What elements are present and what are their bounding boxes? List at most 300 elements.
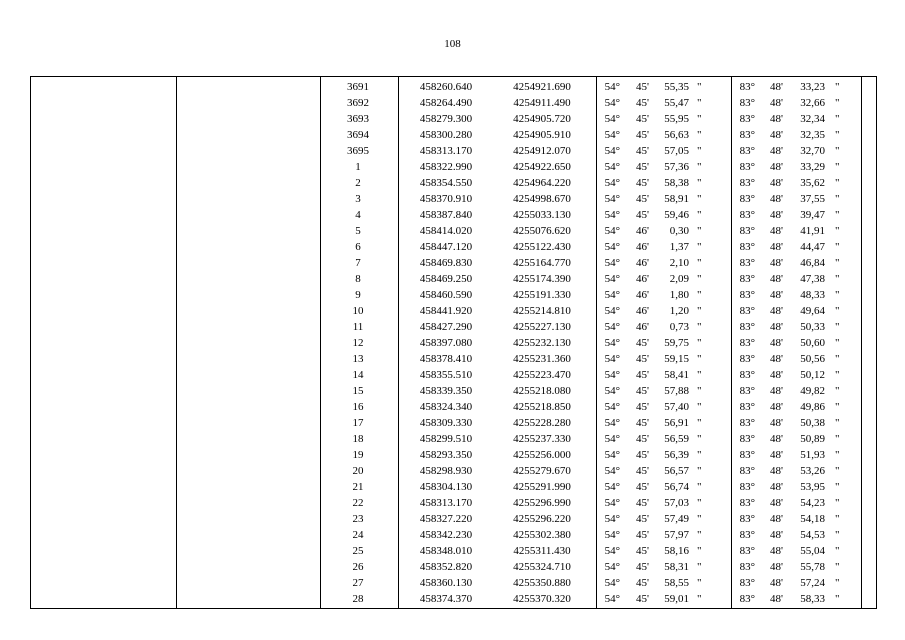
point-number: 14 (352, 369, 364, 381)
lon-minutes-value: 48 (770, 369, 782, 381)
lon-minutes (761, 383, 783, 399)
lon-seconds: 50,33 (800, 321, 825, 333)
lon-seconds-symbol: " (835, 449, 840, 461)
lat-minutes-unit: ' (647, 353, 649, 365)
lat-seconds: 56,74 (664, 481, 689, 493)
lon-seconds-symbol: " (835, 529, 840, 541)
lon-minutes (761, 431, 783, 447)
lat-seconds: 57,88 (664, 385, 689, 397)
lon-minutes-value: 48 (770, 257, 782, 269)
lon-degrees (733, 367, 755, 383)
point-number: 27 (352, 577, 364, 589)
lat-degrees (598, 575, 620, 591)
lon-degrees-value: 83 (739, 177, 751, 189)
table-row (31, 575, 876, 591)
lat-degrees-value: 54 (604, 97, 616, 109)
lat-degrees (598, 367, 620, 383)
lon-minutes (761, 95, 783, 111)
lon-minutes-unit: ' (781, 353, 783, 365)
lon-seconds: 54,53 (800, 529, 825, 541)
lon-degrees (733, 543, 755, 559)
lon-degrees (733, 431, 755, 447)
lon-degrees (733, 479, 755, 495)
lat-seconds: 58,55 (664, 577, 689, 589)
lat-minutes (627, 175, 649, 191)
lon-degrees (733, 559, 755, 575)
lon-seconds-symbol: " (835, 145, 840, 157)
x-coordinate: 458327.220 (419, 513, 473, 525)
lat-seconds-symbol: " (697, 481, 702, 493)
lat-minutes-unit: ' (647, 241, 649, 253)
lon-seconds-symbol: " (835, 417, 840, 429)
lat-minutes-value: 45 (636, 161, 648, 173)
lat-minutes-unit: ' (647, 513, 649, 525)
lon-seconds-symbol: " (835, 513, 840, 525)
lon-degrees-value: 83 (739, 193, 751, 205)
lon-minutes (761, 415, 783, 431)
x-coordinate: 458460.590 (419, 289, 473, 301)
lon-degrees-value: 83 (739, 529, 751, 541)
lat-minutes (627, 143, 649, 159)
x-coordinate: 458324.340 (419, 401, 473, 413)
lon-degrees-unit: ° (750, 353, 755, 365)
lon-degrees (733, 399, 755, 415)
lon-seconds: 46,84 (800, 257, 825, 269)
lon-minutes-unit: ' (781, 113, 783, 125)
lat-degrees (598, 527, 620, 543)
lat-seconds: 57,03 (664, 497, 689, 509)
lat-degrees-value: 54 (604, 321, 616, 333)
lat-seconds-symbol: " (697, 161, 702, 173)
table-row (31, 271, 876, 287)
lon-minutes (761, 159, 783, 175)
y-coordinate: 4254998.670 (513, 193, 571, 205)
lat-minutes-unit: ' (647, 369, 649, 381)
lon-degrees-unit: ° (750, 481, 755, 493)
y-coordinate: 4255122.430 (513, 241, 571, 253)
lat-minutes-unit: ' (647, 161, 649, 173)
lon-degrees-unit: ° (750, 417, 755, 429)
point-number: 13 (352, 353, 364, 365)
lon-degrees (733, 143, 755, 159)
lon-degrees-value: 83 (739, 337, 751, 349)
lon-minutes-value: 48 (770, 113, 782, 125)
lon-degrees-value: 83 (739, 449, 751, 461)
lon-minutes-value: 48 (770, 353, 782, 365)
lat-degrees (598, 79, 620, 95)
lat-degrees-unit: ° (615, 337, 620, 349)
lon-minutes (761, 543, 783, 559)
lon-minutes-value: 48 (770, 177, 782, 189)
lon-minutes-value: 48 (770, 273, 782, 285)
lat-minutes-value: 46 (636, 289, 648, 301)
lon-minutes-value: 48 (770, 385, 782, 397)
table-row (31, 207, 876, 223)
x-coordinate: 458313.170 (419, 497, 473, 509)
lon-degrees (733, 383, 755, 399)
lat-degrees-value: 54 (604, 113, 616, 125)
point-number: 5 (355, 225, 361, 237)
lon-degrees-unit: ° (750, 321, 755, 333)
lon-degrees (733, 271, 755, 287)
lat-seconds-symbol: " (697, 305, 702, 317)
lat-degrees-value: 54 (604, 497, 616, 509)
lon-minutes-value: 48 (770, 449, 782, 461)
lat-seconds: 0,30 (669, 225, 689, 237)
table-row (31, 351, 876, 367)
lon-seconds: 50,38 (800, 417, 825, 429)
lon-minutes-value: 48 (770, 321, 782, 333)
lon-degrees-unit: ° (750, 145, 755, 157)
table-row (31, 175, 876, 191)
lat-degrees (598, 143, 620, 159)
y-coordinate: 4255223.470 (513, 369, 571, 381)
lat-minutes-value: 46 (636, 305, 648, 317)
table-row (31, 159, 876, 175)
lon-degrees (733, 511, 755, 527)
lon-seconds: 51,93 (800, 449, 825, 461)
point-number: 19 (352, 449, 364, 461)
y-coordinate: 4255214.810 (513, 305, 571, 317)
lon-minutes (761, 127, 783, 143)
y-coordinate: 4255164.770 (513, 257, 571, 269)
lat-degrees-unit: ° (615, 225, 620, 237)
x-coordinate: 458352.820 (419, 561, 473, 573)
lon-minutes-value: 48 (770, 241, 782, 253)
lat-minutes-unit: ' (647, 273, 649, 285)
point-number: 8 (355, 273, 361, 285)
lat-degrees-unit: ° (615, 369, 620, 381)
lat-degrees (598, 239, 620, 255)
y-coordinate: 4255231.360 (513, 353, 571, 365)
y-coordinate: 4255291.990 (513, 481, 571, 493)
lat-minutes-unit: ' (647, 337, 649, 349)
point-number: 2 (355, 177, 361, 189)
lat-minutes-unit: ' (647, 433, 649, 445)
lon-minutes (761, 335, 783, 351)
lon-minutes-value: 48 (770, 529, 782, 541)
lon-degrees (733, 447, 755, 463)
lat-degrees-unit: ° (615, 161, 620, 173)
lat-degrees (598, 111, 620, 127)
lat-seconds: 58,91 (664, 193, 689, 205)
y-coordinate: 4255279.670 (513, 465, 571, 477)
lon-seconds-symbol: " (835, 97, 840, 109)
lat-degrees-value: 54 (604, 289, 616, 301)
lon-degrees-value: 83 (739, 545, 751, 557)
lat-minutes-value: 45 (636, 433, 648, 445)
x-coordinate: 458397.080 (419, 337, 473, 349)
lon-minutes-value: 48 (770, 561, 782, 573)
lat-minutes (627, 367, 649, 383)
point-number: 6 (355, 241, 361, 253)
lat-minutes-value: 45 (636, 561, 648, 573)
lat-seconds-symbol: " (697, 209, 702, 221)
lon-degrees-value: 83 (739, 561, 751, 573)
lat-minutes-value: 45 (636, 417, 648, 429)
y-coordinate: 4254911.490 (513, 97, 571, 109)
lon-minutes-value: 48 (770, 145, 782, 157)
lon-degrees-value: 83 (739, 113, 751, 125)
lat-minutes-value: 45 (636, 593, 648, 605)
lon-degrees-value: 83 (739, 433, 751, 445)
lat-minutes-unit: ' (647, 145, 649, 157)
lat-degrees-value: 54 (604, 129, 616, 141)
lon-degrees (733, 575, 755, 591)
lat-seconds: 57,40 (664, 401, 689, 413)
lat-seconds: 56,59 (664, 433, 689, 445)
x-coordinate: 458360.130 (419, 577, 473, 589)
lat-degrees-value: 54 (604, 561, 616, 573)
x-coordinate: 458300.280 (419, 129, 473, 141)
lon-minutes (761, 271, 783, 287)
point-number: 18 (352, 433, 364, 445)
lat-degrees-unit: ° (615, 305, 620, 317)
lat-seconds: 56,91 (664, 417, 689, 429)
lon-degrees-unit: ° (750, 81, 755, 93)
lat-degrees (598, 447, 620, 463)
lat-degrees-value: 54 (604, 385, 616, 397)
lat-minutes (627, 479, 649, 495)
lat-degrees-unit: ° (615, 289, 620, 301)
lon-degrees-unit: ° (750, 193, 755, 205)
lon-degrees-unit: ° (750, 337, 755, 349)
lon-minutes-unit: ' (781, 257, 783, 269)
lon-degrees (733, 463, 755, 479)
lon-minutes (761, 527, 783, 543)
lat-degrees (598, 495, 620, 511)
point-number: 25 (352, 545, 364, 557)
lat-degrees-value: 54 (604, 465, 616, 477)
lon-degrees-unit: ° (750, 593, 755, 605)
lon-seconds: 50,60 (800, 337, 825, 349)
table-row (31, 191, 876, 207)
x-coordinate: 458298.930 (419, 465, 473, 477)
lon-degrees (733, 207, 755, 223)
x-coordinate: 458374.370 (419, 593, 473, 605)
x-coordinate: 458469.250 (419, 273, 473, 285)
lon-minutes-value: 48 (770, 97, 782, 109)
lon-degrees-value: 83 (739, 129, 751, 141)
x-coordinate: 458354.550 (419, 177, 473, 189)
lat-minutes (627, 159, 649, 175)
lon-degrees-unit: ° (750, 97, 755, 109)
lon-seconds: 32,34 (800, 113, 825, 125)
lon-seconds: 50,56 (800, 353, 825, 365)
lon-minutes (761, 575, 783, 591)
lat-minutes-unit: ' (647, 177, 649, 189)
lon-minutes-unit: ' (781, 289, 783, 301)
table-row (31, 335, 876, 351)
lon-degrees-value: 83 (739, 145, 751, 157)
lat-minutes-unit: ' (647, 305, 649, 317)
x-coordinate: 458427.290 (419, 321, 473, 333)
table-row (31, 591, 876, 607)
lat-seconds: 59,15 (664, 353, 689, 365)
lat-seconds: 57,49 (664, 513, 689, 525)
lon-minutes-unit: ' (781, 225, 783, 237)
lat-minutes (627, 431, 649, 447)
lon-minutes (761, 175, 783, 191)
lat-minutes (627, 287, 649, 303)
lat-degrees-value: 54 (604, 481, 616, 493)
lat-minutes (627, 559, 649, 575)
x-coordinate: 458339.350 (419, 385, 473, 397)
lon-degrees-value: 83 (739, 465, 751, 477)
lat-degrees (598, 175, 620, 191)
x-coordinate: 458378.410 (419, 353, 473, 365)
lat-minutes-value: 45 (636, 577, 648, 589)
lat-seconds-symbol: " (697, 129, 702, 141)
lat-seconds-symbol: " (697, 81, 702, 93)
lat-degrees-value: 54 (604, 193, 616, 205)
lat-minutes-unit: ' (647, 577, 649, 589)
table-row (31, 383, 876, 399)
lon-minutes (761, 463, 783, 479)
lon-degrees (733, 111, 755, 127)
point-number: 24 (352, 529, 364, 541)
lat-minutes-unit: ' (647, 97, 649, 109)
lon-seconds-symbol: " (835, 481, 840, 493)
table-row (31, 143, 876, 159)
lon-minutes-value: 48 (770, 337, 782, 349)
x-coordinate: 458355.510 (419, 369, 473, 381)
lon-minutes-unit: ' (781, 401, 783, 413)
lon-seconds: 54,23 (800, 497, 825, 509)
lon-minutes-value: 48 (770, 465, 782, 477)
lon-seconds: 32,70 (800, 145, 825, 157)
lon-degrees (733, 95, 755, 111)
lon-minutes (761, 111, 783, 127)
lat-seconds: 57,05 (664, 145, 689, 157)
point-number: 28 (352, 593, 364, 605)
lon-minutes (761, 495, 783, 511)
lon-minutes-value: 48 (770, 577, 782, 589)
lat-minutes (627, 207, 649, 223)
lon-degrees-unit: ° (750, 209, 755, 221)
lat-degrees-value: 54 (604, 241, 616, 253)
lon-seconds-symbol: " (835, 273, 840, 285)
lat-seconds: 56,63 (664, 129, 689, 141)
lat-minutes-value: 45 (636, 177, 648, 189)
lon-degrees-value: 83 (739, 289, 751, 301)
lon-degrees-value: 83 (739, 209, 751, 221)
point-number: 4 (355, 209, 361, 221)
lat-minutes (627, 591, 649, 607)
lat-degrees-value: 54 (604, 257, 616, 269)
lon-degrees-unit: ° (750, 129, 755, 141)
lon-degrees-value: 83 (739, 353, 751, 365)
lon-seconds: 48,33 (800, 289, 825, 301)
lon-degrees-value: 83 (739, 497, 751, 509)
lat-minutes-unit: ' (647, 545, 649, 557)
lat-minutes (627, 463, 649, 479)
lat-degrees-unit: ° (615, 417, 620, 429)
table-row (31, 127, 876, 143)
lon-minutes (761, 447, 783, 463)
y-coordinate: 4254912.070 (513, 145, 571, 157)
lon-seconds-symbol: " (835, 465, 840, 477)
lat-minutes-unit: ' (647, 289, 649, 301)
lon-seconds: 49,86 (800, 401, 825, 413)
lat-degrees-value: 54 (604, 513, 616, 525)
lat-degrees (598, 191, 620, 207)
lon-minutes-unit: ' (781, 193, 783, 205)
lon-degrees-value: 83 (739, 161, 751, 173)
lon-minutes-unit: ' (781, 417, 783, 429)
lat-minutes-value: 45 (636, 193, 648, 205)
lat-degrees-unit: ° (615, 529, 620, 541)
point-number: 11 (352, 321, 364, 333)
lat-minutes-unit: ' (647, 465, 649, 477)
lon-degrees-value: 83 (739, 321, 751, 333)
lon-minutes (761, 319, 783, 335)
lat-degrees (598, 271, 620, 287)
lat-minutes-unit: ' (647, 481, 649, 493)
lon-seconds-symbol: " (835, 321, 840, 333)
lat-degrees-unit: ° (615, 481, 620, 493)
lat-minutes-value: 45 (636, 545, 648, 557)
y-coordinate: 4255218.850 (513, 401, 571, 413)
point-number: 3692 (347, 97, 369, 109)
lon-minutes-unit: ' (781, 209, 783, 221)
lon-degrees-value: 83 (739, 481, 751, 493)
table-row (31, 447, 876, 463)
x-coordinate: 458441.920 (419, 305, 473, 317)
lon-degrees-value: 83 (739, 273, 751, 285)
lat-degrees-value: 54 (604, 177, 616, 189)
lat-minutes-value: 45 (636, 129, 648, 141)
lat-degrees (598, 287, 620, 303)
y-coordinate: 4255350.880 (513, 577, 571, 589)
lat-minutes-value: 46 (636, 257, 648, 269)
table-row (31, 495, 876, 511)
lat-degrees-unit: ° (615, 577, 620, 589)
lon-degrees (733, 591, 755, 607)
x-coordinate: 458370.910 (419, 193, 473, 205)
lon-degrees (733, 287, 755, 303)
y-coordinate: 4254922.650 (513, 161, 571, 173)
table-row (31, 527, 876, 543)
lat-seconds: 57,36 (664, 161, 689, 173)
lat-minutes-value: 45 (636, 81, 648, 93)
lon-minutes-unit: ' (781, 577, 783, 589)
lat-minutes (627, 495, 649, 511)
lat-minutes (627, 575, 649, 591)
lon-minutes-unit: ' (781, 545, 783, 557)
lat-minutes (627, 511, 649, 527)
lon-minutes (761, 255, 783, 271)
lat-seconds-symbol: " (697, 177, 702, 189)
table-row (31, 239, 876, 255)
lat-seconds: 0,73 (669, 321, 689, 333)
lat-seconds: 58,16 (664, 545, 689, 557)
lon-degrees (733, 239, 755, 255)
lat-seconds-symbol: " (697, 465, 702, 477)
lat-seconds-symbol: " (697, 225, 702, 237)
lat-degrees (598, 255, 620, 271)
lat-degrees (598, 479, 620, 495)
lat-seconds-symbol: " (697, 273, 702, 285)
y-coordinate: 4254905.910 (513, 129, 571, 141)
lat-degrees-value: 54 (604, 593, 616, 605)
x-coordinate: 458447.120 (419, 241, 473, 253)
lon-minutes (761, 79, 783, 95)
y-coordinate: 4255311.430 (513, 545, 571, 557)
lat-degrees (598, 511, 620, 527)
lon-minutes (761, 367, 783, 383)
lat-minutes-value: 46 (636, 273, 648, 285)
